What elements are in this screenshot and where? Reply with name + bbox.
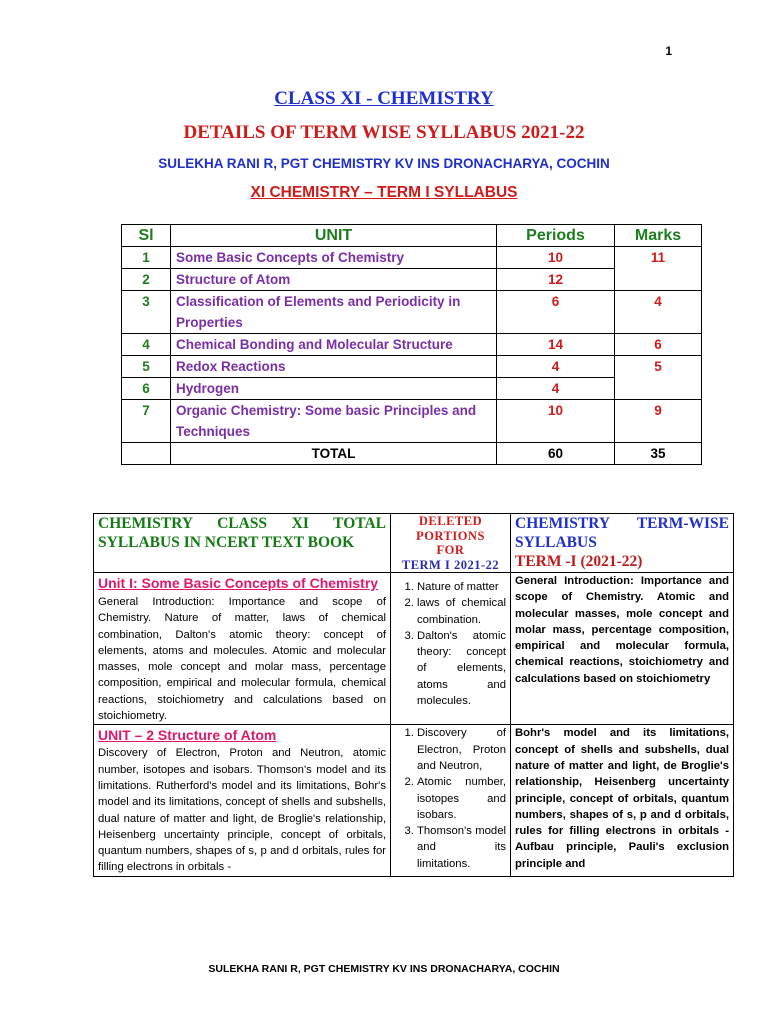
list-item: 2. laws of chemical combination. [417,595,506,628]
term-cell: General Introduction: Importance and scope of Chemistry. Atomic and molecular masses, mole concept and molar mass, percentage composition, empirical and molecular formula, chemical reactions, stoichiometry and calculations based on stoichiometry [511,573,734,725]
total-label: TOTAL [171,443,497,465]
sl-cell: 2 [122,269,171,291]
sl-cell: 7 [122,400,171,443]
sl-cell: 6 [122,378,171,400]
table-row [122,356,702,378]
ncert-header: CHEMISTRY CLASS XI TOTAL SYLLABUS IN NCERT TEXT BOOK [94,514,391,573]
unit-heading: UNIT – 2 Structure of Atom [98,727,277,744]
periods-cell: 10 [497,400,615,443]
deleted-list [395,725,506,872]
list-item: 1. Discovery of Electron, Proton and Neutron, [417,725,506,774]
table-header-row [94,514,734,573]
page-number: 1 [665,44,672,58]
marks-cell: 5 [615,356,702,400]
table-row [122,400,702,443]
sl-cell: 4 [122,334,171,356]
list-item: 2. Atomic number, isotopes and isobars. [417,774,506,823]
syllabus-comparison-table [93,513,734,877]
periods-cell: 14 [497,334,615,356]
periods-cell: 4 [497,356,615,378]
table-header-row [122,225,702,247]
marks-cell: 9 [615,400,702,443]
unit-cell: Hydrogen [171,378,497,400]
sl-cell: 5 [122,356,171,378]
unit-cell: Classification of Elements and Periodicity in Properties [171,291,497,334]
term-cell: Bohr's model and its limitations, concept of shells and subshells, dual nature of matter and light, de Broglie's relationship, Heisenberg uncertainty principle, concept of orbitals, quantum numbers, shapes of s, p and d orbitals, rules for filling electrons in orbitals - Aufbau principle, Pauli's exclusion principle and [511,725,734,876]
deleted-cell [391,725,511,876]
ncert-text: General Introduction: Importance and scope of Chemistry. Nature of matter, laws of chemical combination, Dalton's atomic theory: concept of elements, atoms and molecules. Atomic and molecular masses, mole concept and molar mass, percentage composition, empirical and molecular formula, chemical reactions, stoichiometry and calculations based on stoichiometry. [98,596,386,723]
marks-cell: 6 [615,334,702,356]
total-row [122,443,702,465]
sl-cell: 1 [122,247,171,269]
sl-cell [122,443,171,465]
unit-cell: Chemical Bonding and Molecular Structure [171,334,497,356]
ncert-text: Discovery of Electron, Proton and Neutron, atomic number, isotopes and isobars. Thomson's model and its limitations. Rutherford's model and its limitations, Bohr's model and its limitations, concept of shells and subshells, dual nature of matter and light, de Broglie's relationship, Heisenberg uncertainty principle, concept of orbitals, quantum numbers, shapes of s, p and d orbitals, rules for filling electrons in orbitals - [98,747,386,874]
deleted-list [395,579,506,709]
column-header: UNIT [171,225,497,247]
author-line: SULEKHA RANI R, PGT CHEMISTRY KV INS DRONACHARYA, COCHIN [158,156,610,171]
table-row [94,725,734,876]
sl-cell: 3 [122,291,171,334]
term-title: XI CHEMISTRY – TERM I SYLLABUS [250,184,518,201]
list-item: 3. Dalton's atomic theory: concept of elements, atoms and molecules. [417,628,506,709]
unit-cell: Some Basic Concepts of Chemistry [171,247,497,269]
periods-cell: 12 [497,269,615,291]
deleted-header-line: DELETED [418,514,483,528]
periods-cell: 6 [497,291,615,334]
total-marks: 35 [615,443,702,465]
unit-cell: Organic Chemistry: Some basic Principles and Techniques [171,400,497,443]
ncert-cell [94,725,391,876]
list-item: 3. Thomson's model and its limitations. [417,823,506,872]
list-item: 1. Nature of matter [417,579,506,595]
page-footer: SULEKHA RANI R, PGT CHEMISTRY KV INS DRONACHARYA, COCHIN [208,963,560,975]
marks-cell: 4 [615,291,702,334]
term-header-line: CHEMISTRY TERM-WISE SYLLABUS [515,515,729,551]
unit-cell: Structure of Atom [171,269,497,291]
table-row [122,291,702,334]
periods-cell: 10 [497,247,615,269]
ncert-cell [94,573,391,725]
periods-cell: 4 [497,378,615,400]
column-header: Sl [122,225,171,247]
deleted-header-line: PORTIONS [416,528,485,543]
page-subtitle: DETAILS OF TERM WISE SYLLABUS 2021-22 [183,122,585,143]
deleted-header-line: FOR [436,543,465,557]
column-header: Marks [615,225,702,247]
deleted-header [391,514,511,573]
total-periods: 60 [497,443,615,465]
deleted-cell [391,573,511,725]
term-header [511,514,734,573]
term-header-line: TERM -I (2021-22) [515,553,643,570]
unit-heading: Unit I: Some Basic Concepts of Chemistry [98,575,379,591]
deleted-header-line: TERM I 2021-22 [401,557,500,572]
page-title: CLASS XI - CHEMISTRY [274,88,494,109]
table-row [122,247,702,269]
marks-cell: 11 [615,247,702,291]
table-row [122,334,702,356]
unit-cell: Redox Reactions [171,356,497,378]
table-row [94,573,734,725]
column-header: Periods [497,225,615,247]
term1-syllabus-table [121,224,702,465]
